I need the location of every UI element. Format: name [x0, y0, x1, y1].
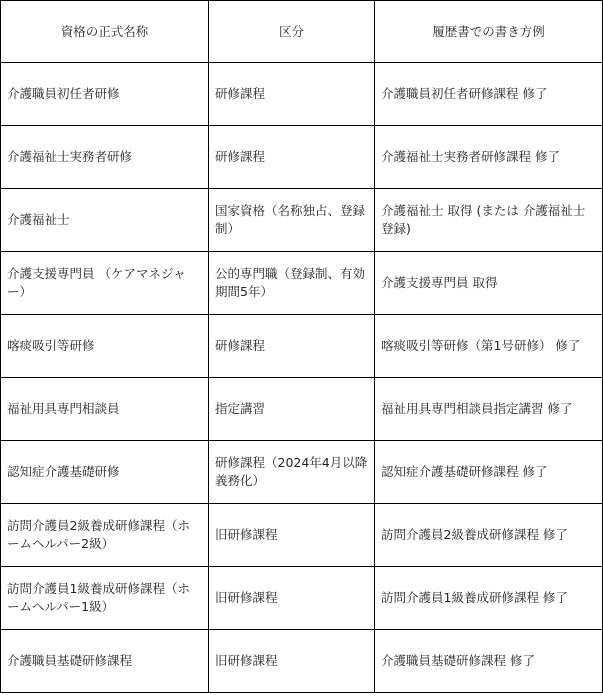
cell-category: 研修課程（2024年4月以降義務化） [209, 441, 375, 504]
cell-resume-example: 介護支援専門員 取得 [375, 252, 603, 315]
table-row [1, 315, 603, 378]
table-row [1, 504, 603, 567]
cell-category: 指定講習 [209, 378, 375, 441]
cell-official-name: 認知症介護基礎研修 [1, 441, 209, 504]
cell-resume-example: 喀痰吸引等研修（第1号研修） 修了 [375, 315, 603, 378]
cell-resume-example: 介護福祉士 取得 (または 介護福祉士登録) [375, 189, 603, 252]
cell-official-name: 介護福祉士 [1, 189, 209, 252]
cell-official-name: 介護職員初任者研修 [1, 63, 209, 126]
cell-official-name: 介護支援専門員 （ケアマネジャー） [1, 252, 209, 315]
table-row [1, 441, 603, 504]
table-row [1, 63, 603, 126]
cell-category: 国家資格（名称独占、登録制） [209, 189, 375, 252]
cell-official-name: 訪問介護員1級養成研修課程（ホームヘルパー1級） [1, 567, 209, 630]
cell-category: 公的専門職（登録制、有効期間5年） [209, 252, 375, 315]
cell-category: 旧研修課程 [209, 504, 375, 567]
cell-resume-example: 認知症介護基礎研修課程 修了 [375, 441, 603, 504]
cell-official-name: 介護福祉士実務者研修 [1, 126, 209, 189]
cell-resume-example: 介護職員基礎研修課程 修了 [375, 630, 603, 693]
header-official-name: 資格の正式名称 [1, 1, 209, 63]
cell-official-name: 訪問介護員2級養成研修課程（ホームヘルパー2級） [1, 504, 209, 567]
table-row [1, 189, 603, 252]
cell-official-name: 福祉用具専門相談員 [1, 378, 209, 441]
cell-resume-example: 訪問介護員1級養成研修課程 修了 [375, 567, 603, 630]
cell-category: 研修課程 [209, 63, 375, 126]
cell-official-name: 喀痰吸引等研修 [1, 315, 209, 378]
cell-official-name: 介護職員基礎研修課程 [1, 630, 209, 693]
cell-resume-example: 訪問介護員2級養成研修課程 修了 [375, 504, 603, 567]
table-row [1, 567, 603, 630]
cell-resume-example: 介護職員初任者研修課程 修了 [375, 63, 603, 126]
table-row [1, 252, 603, 315]
cell-category: 研修課程 [209, 315, 375, 378]
cell-category: 旧研修課程 [209, 567, 375, 630]
table-row [1, 630, 603, 693]
cell-category: 研修課程 [209, 126, 375, 189]
cell-category: 旧研修課程 [209, 630, 375, 693]
table-header-row [1, 1, 603, 63]
table-row [1, 378, 603, 441]
table-row [1, 126, 603, 189]
cell-resume-example: 福祉用具専門相談員指定講習 修了 [375, 378, 603, 441]
cell-resume-example: 介護福祉士実務者研修課程 修了 [375, 126, 603, 189]
header-category: 区分 [209, 1, 375, 63]
header-resume-example: 履歴書での書き方例 [375, 1, 603, 63]
